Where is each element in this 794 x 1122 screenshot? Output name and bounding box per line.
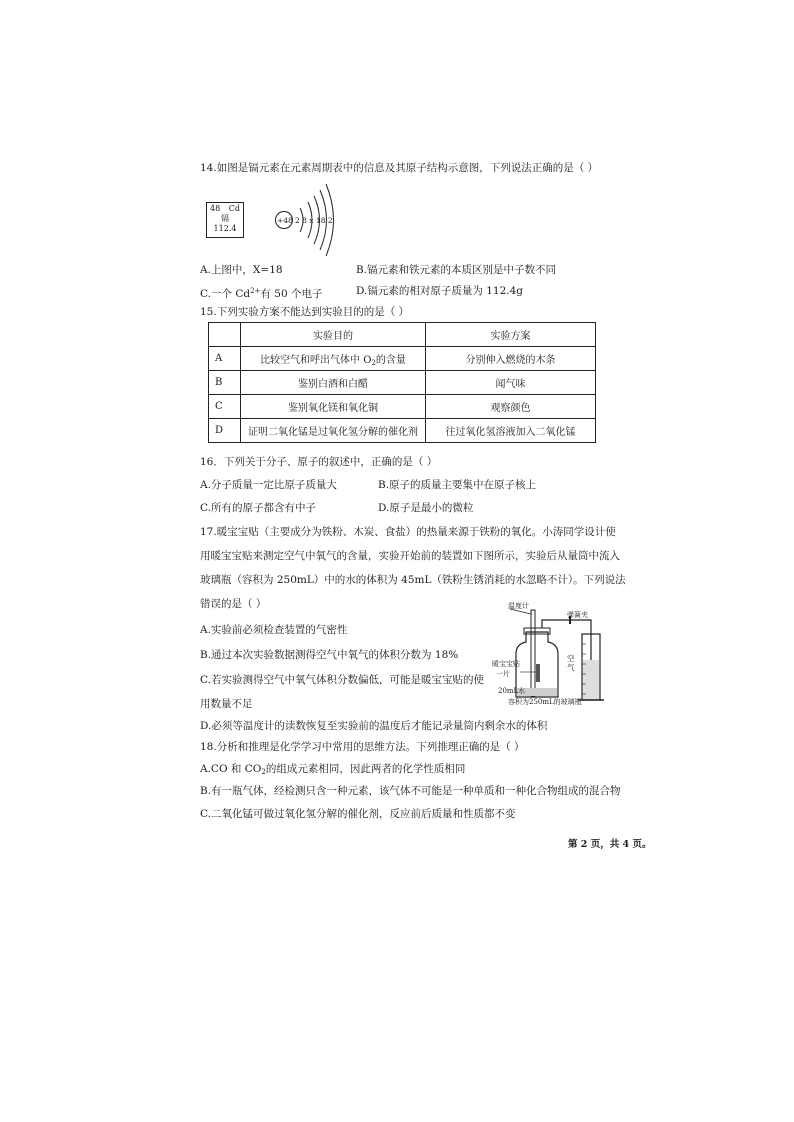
label-air: 空气 [567,654,575,672]
q17-option-c-cont: 用数量不足 [200,698,253,710]
experiment-table [208,322,596,443]
label-patch-count: 一片 [496,670,510,678]
tile-atomic-number: 48 [210,204,221,213]
label-clamp: 弹簧夹 [567,611,588,619]
q17-line-4: 错误的是（ ） [200,598,267,610]
table-row: B 鉴别白酒和白醋 闻气味 [209,371,596,395]
q18-option-a: A.CO 和 $CO_2$的组成元素相同，因此两者的化学性质相同 [200,763,466,776]
q17-option-b: B.通过本次实验数据测得空气中氧气的体积分数为 18% [200,649,459,661]
q14-option-a: A.上图中，X=18 [200,264,283,276]
q14-option-d: D.镉元素的相对原子质量为 112.4g [356,285,523,297]
header-goal: 实验目的 [241,323,426,347]
q16-option-d: D.原子是最小的微粒 [378,502,474,514]
q17-option-c: C.若实验测得空气中氧气体积分数偏低，可能是暖宝宝贴的使 [200,674,484,686]
q14-option-b: B.镉元素和铁元素的本质区别是中子数不同 [356,264,557,276]
q16-option-c: C.所有的原子都含有中子 [200,502,316,514]
q16-option-b: B.原子的质量主要集中在原子核上 [378,479,537,491]
q17-option-d: D.必须等温度计的读数恢复至实验前的温度后才能记录量筒内剩余水的体积 [200,720,548,732]
header-plan: 实验方案 [426,323,596,347]
electron-shells: 2 8 x 18 2 [295,216,333,225]
label-patch: 暖宝宝贴 [492,660,520,668]
table-row: C 鉴别氧化镁和氧化铜 观察颜色 [209,395,596,419]
q18-stem: 18.分析和推理是化学学习中常用的思维方法。下列推理正确的是（ ） [200,741,525,753]
q16-stem: 16．下列关于分子、原子的叙述中，正确的是（ ） [200,456,438,468]
label-bottle: 容积为250mL的玻璃瓶 [508,698,582,706]
q16-option-a: A.分子质量一定比原子质量大 [200,479,337,491]
q17-line-1: 17.暖宝宝贴（主要成分为铁粉、木炭、食盐）的热量来源于铁粉的氧化。小涛同学设计使 [200,526,616,538]
table-header-row [209,323,596,347]
tile-mass: 112.4 [213,224,237,233]
q15-stem: 15.下列实验方案不能达到实验目的的是（ ） [200,306,410,318]
tile-symbol: Cd [228,204,240,213]
label-thermometer: 温度计 [508,602,529,610]
q17-line-2: 用暖宝宝贴来测定空气中氧气的含量，实验开始前的装置如下图所示，实验后从量筒中流入 [200,550,620,562]
q17-line-3: 玻璃瓶（容积为 250mL）中的水的体积为 45mL（铁粉生锈消耗的水忽略不计）。下列说法 [200,574,626,586]
label-water: 20mL水 [498,687,526,695]
q18-option-b: B.有一瓶气体，经检测只含一种元素，该气体不可能是一种单质和一种化合物组成的混合物 [200,785,621,797]
q18-option-c: C.二氧化锰可做过氧化氢分解的催化剂，反应前后质量和性质都不变 [200,808,516,820]
nucleus-charge: +48 [277,216,293,225]
q17-option-a: A.实验前必须检查装置的气密性 [200,624,348,636]
table-row: A 比较空气和呼出气体中 $O_2$的含量 分别伸入燃烧的木条 [209,347,596,371]
q14-stem: 14.如图是镉元素在元素周期表中的信息及其原子结构示意图，下列说法正确的是（ ） [200,162,599,174]
q14-option-c: C.一个 $Cd^{2+}$有 50 个电子 [200,287,323,300]
table-row: D 证明二氧化锰是过氧化氢分解的催化剂 往过氧化氢溶液加入二氧化锰 [209,419,596,443]
page-number: 第 2 页，共 4 页。 [568,839,652,850]
tile-name: 镉 [221,214,229,223]
cadmium-periodic-tile [206,202,244,238]
